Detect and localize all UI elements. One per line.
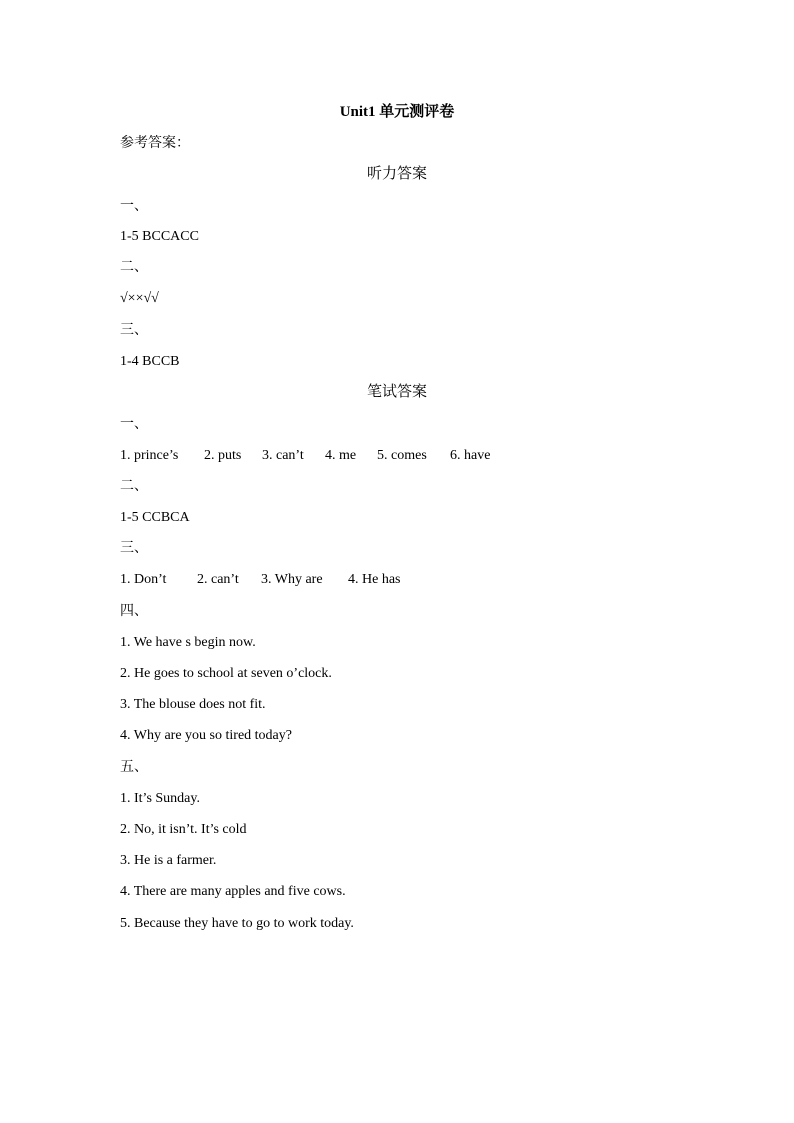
- listening-section-3-answer: 1-4 BCCB: [120, 354, 180, 369]
- written-s1-item: 5. comes: [377, 448, 427, 463]
- written-s1-item: 4. me: [325, 448, 357, 463]
- written-s4-line: 4. Why are you so tired today?: [120, 728, 292, 743]
- written-section-2-answer: 1-5 CCBCA: [120, 510, 190, 525]
- listening-section-2-number: 二、: [120, 260, 148, 275]
- written-s5-line: 1. It’s Sunday.: [120, 791, 200, 806]
- written-section-3-answers: [120, 571, 401, 589]
- listening-heading: 听力答案: [366, 166, 427, 182]
- page-title: Unit1 单元测评卷: [339, 104, 455, 120]
- listening-section-1-answer: 1-5 BCCACC: [120, 229, 199, 244]
- listening-section-1-number: 一、: [120, 199, 148, 214]
- written-heading: 笔试答案: [366, 384, 427, 400]
- written-s4-line: 1. We have s begin now.: [120, 635, 256, 650]
- answers-label: 参考答案：: [120, 136, 190, 151]
- written-s4-line: 3. The blouse does not fit.: [120, 697, 266, 712]
- written-s5-line: 3. He is a farmer.: [120, 853, 217, 868]
- listening-section-3-number: 三、: [120, 323, 148, 338]
- written-s4-line: 2. He goes to school at seven o’clock.: [120, 666, 332, 681]
- written-section-3-number: 三、: [120, 541, 148, 556]
- written-s5-line: 4. There are many apples and five cows.: [120, 884, 346, 899]
- written-section-4-number: 四、: [120, 604, 148, 619]
- written-s5-line: 2. No, it isn’t. It’s cold: [120, 822, 247, 837]
- written-section-1-answers: [120, 447, 490, 465]
- written-s1-item: 3. can’t: [262, 448, 304, 463]
- written-s3-item: 1. Don’t: [120, 572, 167, 587]
- listening-section-2-answer: √××√√: [120, 291, 159, 306]
- written-s3-item: 3. Why are: [261, 572, 323, 587]
- written-s5-line: 5. Because they have to go to work today.: [120, 916, 354, 931]
- written-s1-item: 2. puts: [204, 448, 242, 463]
- written-section-1-number: 一、: [120, 417, 148, 432]
- written-s3-item: 2. can’t: [197, 572, 239, 587]
- written-s1-item: 1. prince’s: [120, 448, 179, 463]
- written-section-2-number: 二、: [120, 479, 148, 494]
- written-s1-item: 6. have: [450, 448, 491, 463]
- written-section-5-number: 五、: [120, 760, 148, 775]
- written-s3-item: 4. He has: [348, 572, 401, 587]
